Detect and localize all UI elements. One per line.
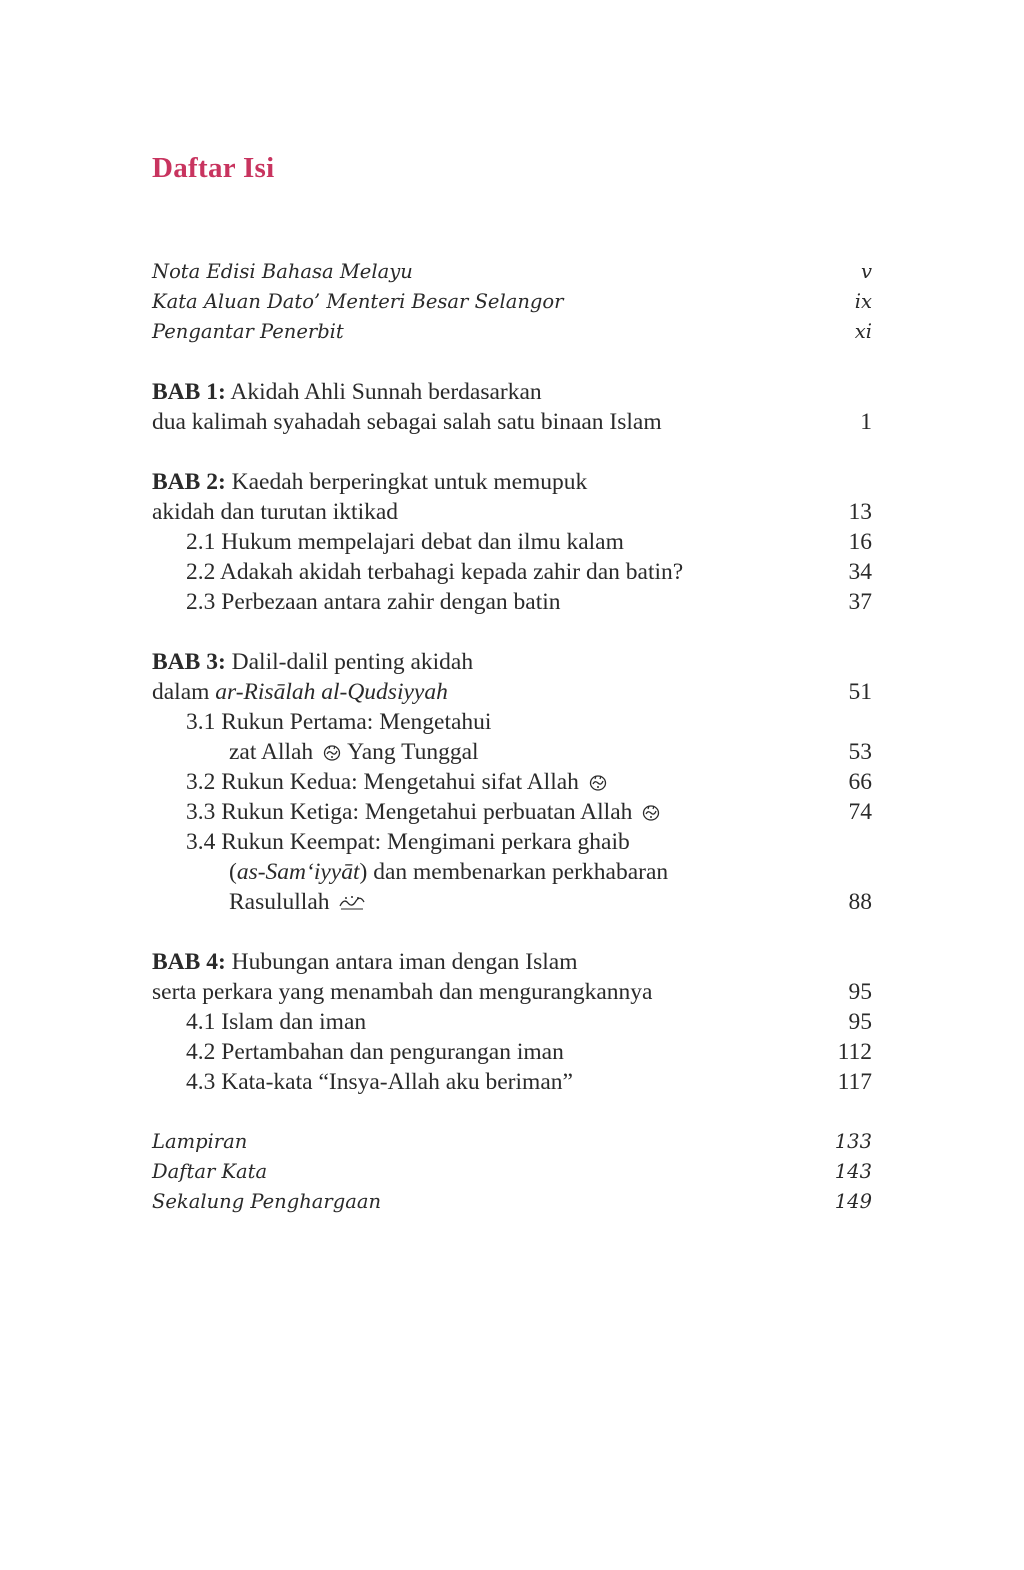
toc-entry-back[interactable] bbox=[152, 1187, 872, 1217]
entry-page: 143 bbox=[834, 1160, 872, 1183]
toc-section[interactable] bbox=[152, 797, 872, 827]
chapter-title-cont: dalam bbox=[152, 679, 216, 705]
entry-page: 112 bbox=[837, 1039, 872, 1065]
toc-section-cont[interactable] bbox=[152, 857, 872, 887]
entry-page: 16 bbox=[848, 529, 872, 555]
chapter-label: BAB 3: bbox=[152, 649, 226, 675]
term-italic: as-Sam‘iyyāt bbox=[236, 859, 360, 885]
entry-page: 74 bbox=[848, 799, 872, 825]
entry-title: Nota Edisi Bahasa Melayu bbox=[152, 260, 413, 283]
chapter-title: Akidah Ahli Sunnah berdasarkan bbox=[230, 379, 542, 405]
section-title-cont: Rasulullah bbox=[229, 889, 330, 915]
entry-page: 149 bbox=[834, 1190, 872, 1213]
entry-page: xi bbox=[854, 320, 872, 343]
toc-section[interactable] bbox=[152, 1067, 872, 1097]
toc-entry-front[interactable] bbox=[152, 317, 872, 347]
chapter-label: BAB 1: bbox=[152, 379, 226, 405]
arabic-honorific-icon bbox=[588, 772, 608, 792]
chapter-label: BAB 4: bbox=[152, 949, 226, 975]
section-title: 4.1 Islam dan iman bbox=[186, 1009, 367, 1035]
page-title: Daftar Isi bbox=[152, 152, 275, 184]
toc-list bbox=[152, 257, 872, 1217]
section-title: 4.2 Pertambahan dan pengurangan iman bbox=[186, 1039, 564, 1065]
entry-page: 117 bbox=[837, 1069, 872, 1095]
toc-section[interactable] bbox=[152, 527, 872, 557]
toc-chapter-4-heading[interactable] bbox=[152, 947, 872, 977]
toc-entry-back[interactable] bbox=[152, 1157, 872, 1187]
arabic-honorific-icon bbox=[641, 802, 661, 822]
entry-title: Sekalung Penghargaan bbox=[152, 1190, 382, 1213]
toc-chapter-1-heading[interactable] bbox=[152, 377, 872, 407]
toc-chapter-2-subtitle[interactable] bbox=[152, 497, 872, 527]
toc-section[interactable] bbox=[152, 827, 872, 857]
section-title: 3.1 Rukun Pertama: Mengetahui bbox=[186, 709, 492, 735]
section-title: 2.2 Adakah akidah terbahagi kepada zahir dan batin? bbox=[186, 559, 684, 585]
chapter-title-cont: akidah dan turutan iktikad bbox=[152, 499, 399, 525]
entry-page: 95 bbox=[848, 979, 872, 1005]
section-title: 3.2 Rukun Kedua: Mengetahui sifat Allah bbox=[186, 769, 579, 795]
entry-page: 13 bbox=[848, 499, 872, 525]
entry-title: Daftar Kata bbox=[152, 1160, 268, 1183]
entry-page: 88 bbox=[848, 889, 872, 915]
section-title: 3.4 Rukun Keempat: Mengimani perkara ghaib bbox=[186, 829, 630, 855]
toc-section[interactable] bbox=[152, 1037, 872, 1067]
toc-entry-front[interactable] bbox=[152, 287, 872, 317]
section-title: 3.3 Rukun Ketiga: Mengetahui perbuatan Allah bbox=[186, 799, 633, 825]
section-title-cont: ) dan membenarkan perkhabaran bbox=[359, 859, 669, 885]
chapter-label: BAB 2: bbox=[152, 469, 226, 495]
toc-section[interactable] bbox=[152, 557, 872, 587]
paren-open: ( bbox=[229, 859, 237, 885]
toc-entry-front[interactable] bbox=[152, 257, 872, 287]
toc-entry-back[interactable] bbox=[152, 1127, 872, 1157]
toc-chapter-3-heading[interactable] bbox=[152, 647, 872, 677]
section-title: 4.3 Kata-kata “Insya-Allah aku beriman” bbox=[186, 1069, 573, 1095]
table-of-contents-page bbox=[152, 0, 872, 1570]
chapter-title-cont: dua kalimah syahadah sebagai salah satu binaan Islam bbox=[152, 409, 662, 435]
entry-page: ix bbox=[854, 290, 872, 313]
salawat-icon bbox=[338, 892, 366, 912]
entry-title: Kata Aluan Dato’ Menteri Besar Selangor bbox=[152, 290, 564, 313]
toc-section-cont[interactable] bbox=[152, 887, 872, 917]
entry-page: 53 bbox=[848, 739, 872, 765]
chapter-title: Hubungan antara iman dengan Islam bbox=[231, 949, 578, 975]
toc-section-cont[interactable] bbox=[152, 737, 872, 767]
book-title-italic: ar-Risālah al-Qudsiyyah bbox=[215, 679, 448, 705]
entry-page: 66 bbox=[848, 769, 872, 795]
section-title: 2.3 Perbezaan antara zahir dengan batin bbox=[186, 589, 561, 615]
toc-section[interactable] bbox=[152, 767, 872, 797]
entry-page: 95 bbox=[848, 1009, 872, 1035]
toc-chapter-4-subtitle[interactable] bbox=[152, 977, 872, 1007]
arabic-honorific-icon bbox=[322, 742, 342, 762]
entry-page: 1 bbox=[860, 409, 872, 435]
section-title: 2.1 Hukum mempelajari debat dan ilmu kalam bbox=[186, 529, 624, 555]
entry-page: 37 bbox=[848, 589, 872, 615]
entry-page: 133 bbox=[834, 1130, 872, 1153]
section-title-cont: Yang Tunggal bbox=[347, 739, 479, 765]
entry-page: 51 bbox=[848, 679, 872, 705]
entry-title: Lampiran bbox=[152, 1130, 248, 1153]
section-title-cont: zat Allah bbox=[229, 739, 314, 765]
toc-chapter-2-heading[interactable] bbox=[152, 467, 872, 497]
entry-page: v bbox=[860, 260, 872, 283]
toc-chapter-3-subtitle[interactable] bbox=[152, 677, 872, 707]
toc-section[interactable] bbox=[152, 707, 872, 737]
chapter-title: Kaedah berperingkat untuk memupuk bbox=[231, 469, 588, 495]
entry-title: Pengantar Penerbit bbox=[152, 320, 344, 343]
chapter-title-cont: serta perkara yang menambah dan mengurangkannya bbox=[152, 979, 653, 1005]
chapter-title: Dalil-dalil penting akidah bbox=[231, 649, 474, 675]
entry-page: 34 bbox=[848, 559, 872, 585]
toc-section[interactable] bbox=[152, 1007, 872, 1037]
toc-section[interactable] bbox=[152, 587, 872, 617]
toc-chapter-1-subtitle[interactable] bbox=[152, 407, 872, 437]
